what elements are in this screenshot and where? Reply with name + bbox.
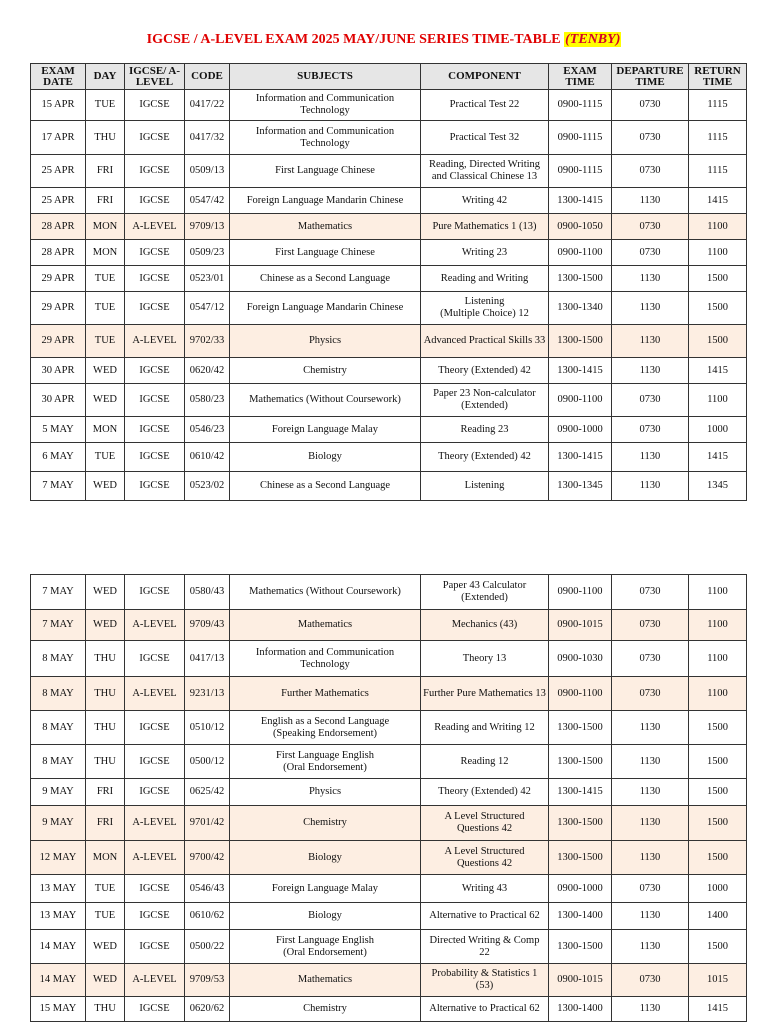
subject-cell: Chemistry [230, 358, 421, 384]
exam-row [31, 610, 747, 641]
component-cell: Mechanics (43) [421, 610, 549, 641]
exam-row [31, 806, 747, 841]
table-body-1 [31, 90, 747, 501]
header-departure-time: DEPARTURE TIME [612, 64, 689, 90]
exam-time-cell: 1300-1400 [549, 997, 612, 1022]
exam-time-cell: 1300-1415 [549, 358, 612, 384]
code-cell: 0610/62 [185, 903, 230, 930]
exam-date-cell: 15 APR [31, 90, 86, 121]
code-cell: 9709/53 [185, 964, 230, 997]
exam-row [31, 443, 747, 472]
subject-cell: Chemistry [230, 997, 421, 1022]
day-cell: FRI [86, 806, 125, 841]
departure-time-cell: 0730 [612, 875, 689, 903]
exam-date-cell: 15 MAY [31, 997, 86, 1022]
component-cell: Reading and Writing [421, 266, 549, 292]
code-cell: 0547/12 [185, 292, 230, 325]
departure-time-cell: 1130 [612, 472, 689, 501]
level-cell: IGCSE [125, 417, 185, 443]
code-cell: 0580/23 [185, 384, 230, 417]
code-cell: 0546/43 [185, 875, 230, 903]
code-cell: 9702/33 [185, 325, 230, 358]
level-cell: IGCSE [125, 745, 185, 779]
day-cell: TUE [86, 903, 125, 930]
departure-time-cell: 1130 [612, 779, 689, 806]
departure-time-cell: 1130 [612, 903, 689, 930]
exam-row [31, 875, 747, 903]
exam-row [31, 677, 747, 711]
code-cell: 0610/42 [185, 443, 230, 472]
subject-cell: Information and Communication Technology [230, 90, 421, 121]
exam-date-cell: 25 APR [31, 188, 86, 214]
component-cell: Alternative to Practical 62 [421, 997, 549, 1022]
exam-date-cell: 7 MAY [31, 472, 86, 501]
exam-time-cell: 1300-1500 [549, 266, 612, 292]
return-time-cell: 1000 [689, 875, 747, 903]
component-cell: Advanced Practical Skills 33 [421, 325, 549, 358]
exam-row [31, 188, 747, 214]
subject-cell: Mathematics (Without Coursework) [230, 384, 421, 417]
exam-row [31, 472, 747, 501]
component-cell: Practical Test 32 [421, 121, 549, 155]
subject-cell: Foreign Language Mandarin Chinese [230, 188, 421, 214]
level-cell: IGCSE [125, 711, 185, 745]
departure-time-cell: 1130 [612, 997, 689, 1022]
level-cell: IGCSE [125, 121, 185, 155]
component-cell: Reading, Directed Writing and Classical Chinese 13 [421, 155, 549, 188]
subject-cell: First Language Chinese [230, 155, 421, 188]
level-cell: IGCSE [125, 90, 185, 121]
level-cell: A-LEVEL [125, 806, 185, 841]
exam-time-cell: 1300-1500 [549, 930, 612, 964]
exam-time-cell: 1300-1415 [549, 779, 612, 806]
component-cell: Practical Test 22 [421, 90, 549, 121]
departure-time-cell: 0730 [612, 384, 689, 417]
exam-time-cell: 0900-1100 [549, 575, 612, 610]
return-time-cell: 1100 [689, 214, 747, 240]
return-time-cell: 1100 [689, 641, 747, 677]
exam-date-cell: 13 MAY [31, 903, 86, 930]
departure-time-cell: 1130 [612, 806, 689, 841]
day-cell: FRI [86, 779, 125, 806]
exam-time-cell: 0900-1115 [549, 155, 612, 188]
subject-cell: Biology [230, 841, 421, 875]
departure-time-cell: 0730 [612, 641, 689, 677]
departure-time-cell: 0730 [612, 677, 689, 711]
exam-row [31, 240, 747, 266]
subject-cell: Chinese as a Second Language [230, 472, 421, 501]
code-cell: 9701/42 [185, 806, 230, 841]
exam-row [31, 711, 747, 745]
component-cell: Pure Mathematics 1 (13) [421, 214, 549, 240]
exam-time-cell: 0900-1000 [549, 417, 612, 443]
header-exam-date: EXAM DATE [31, 64, 86, 90]
header-exam-time: EXAM TIME [549, 64, 612, 90]
subject-cell: Chemistry [230, 806, 421, 841]
day-cell: WED [86, 964, 125, 997]
return-time-cell: 1500 [689, 930, 747, 964]
level-cell: IGCSE [125, 358, 185, 384]
return-time-cell: 1415 [689, 358, 747, 384]
component-cell: Further Pure Mathematics 13 [421, 677, 549, 711]
component-cell: Writing 43 [421, 875, 549, 903]
timetable-part-1 [30, 63, 747, 501]
exam-time-cell: 0900-1100 [549, 677, 612, 711]
exam-row [31, 214, 747, 240]
level-cell: IGCSE [125, 188, 185, 214]
code-cell: 0546/23 [185, 417, 230, 443]
exam-date-cell: 29 APR [31, 292, 86, 325]
exam-date-cell: 29 APR [31, 325, 86, 358]
exam-date-cell: 30 APR [31, 384, 86, 417]
header-return-time: RETURN TIME [689, 64, 747, 90]
exam-row [31, 358, 747, 384]
return-time-cell: 1415 [689, 997, 747, 1022]
header-component: COMPONENT [421, 64, 549, 90]
level-cell: A-LEVEL [125, 610, 185, 641]
exam-date-cell: 5 MAY [31, 417, 86, 443]
code-cell: 0417/32 [185, 121, 230, 155]
component-cell: Probability & Statistics 1 (53) [421, 964, 549, 997]
exam-row [31, 90, 747, 121]
departure-time-cell: 0730 [612, 90, 689, 121]
subject-cell: English as a Second Language (Speaking Endorsement) [230, 711, 421, 745]
exam-row [31, 745, 747, 779]
day-cell: FRI [86, 155, 125, 188]
exam-time-cell: 0900-1000 [549, 875, 612, 903]
exam-time-cell: 1300-1500 [549, 711, 612, 745]
departure-time-cell: 1130 [612, 292, 689, 325]
subject-cell: Foreign Language Mandarin Chinese [230, 292, 421, 325]
exam-date-cell: 7 MAY [31, 610, 86, 641]
return-time-cell: 1500 [689, 745, 747, 779]
subject-cell: Mathematics [230, 214, 421, 240]
exam-date-cell: 9 MAY [31, 779, 86, 806]
level-cell: A-LEVEL [125, 677, 185, 711]
exam-date-cell: 8 MAY [31, 745, 86, 779]
school-name: (TENBY) [565, 32, 621, 47]
exam-time-cell: 0900-1015 [549, 610, 612, 641]
subject-cell: Mathematics (Without Coursework) [230, 575, 421, 610]
level-cell: IGCSE [125, 779, 185, 806]
level-cell: IGCSE [125, 292, 185, 325]
day-cell: MON [86, 240, 125, 266]
day-cell: TUE [86, 325, 125, 358]
component-cell: Reading 12 [421, 745, 549, 779]
return-time-cell: 1115 [689, 90, 747, 121]
level-cell: IGCSE [125, 641, 185, 677]
level-cell: A-LEVEL [125, 325, 185, 358]
level-cell: IGCSE [125, 384, 185, 417]
level-cell: IGCSE [125, 930, 185, 964]
component-cell: Writing 42 [421, 188, 549, 214]
exam-date-cell: 12 MAY [31, 841, 86, 875]
level-cell: A-LEVEL [125, 214, 185, 240]
exam-row [31, 841, 747, 875]
timetable-part-2 [30, 574, 747, 1022]
day-cell: FRI [86, 188, 125, 214]
day-cell: WED [86, 384, 125, 417]
code-cell: 0509/13 [185, 155, 230, 188]
level-cell: IGCSE [125, 472, 185, 501]
level-cell: IGCSE [125, 903, 185, 930]
code-cell: 9709/13 [185, 214, 230, 240]
departure-time-cell: 0730 [612, 575, 689, 610]
code-cell: 9700/42 [185, 841, 230, 875]
return-time-cell: 1100 [689, 575, 747, 610]
code-cell: 9709/43 [185, 610, 230, 641]
day-cell: TUE [86, 443, 125, 472]
exam-date-cell: 25 APR [31, 155, 86, 188]
return-time-cell: 1115 [689, 121, 747, 155]
exam-date-cell: 9 MAY [31, 806, 86, 841]
exam-row [31, 641, 747, 677]
component-cell: Reading 23 [421, 417, 549, 443]
subject-cell: Physics [230, 325, 421, 358]
return-time-cell: 1500 [689, 841, 747, 875]
title-text: IGCSE / A-LEVEL EXAM 2025 MAY/JUNE SERIES TIME-TABLE [146, 32, 561, 47]
component-cell: A Level Structured Questions 42 [421, 841, 549, 875]
departure-time-cell: 0730 [612, 964, 689, 997]
exam-row [31, 155, 747, 188]
return-time-cell: 1500 [689, 325, 747, 358]
component-cell: Theory (Extended) 42 [421, 779, 549, 806]
header-code: CODE [185, 64, 230, 90]
level-cell: IGCSE [125, 240, 185, 266]
departure-time-cell: 0730 [612, 155, 689, 188]
subject-cell: Mathematics [230, 964, 421, 997]
return-time-cell: 1400 [689, 903, 747, 930]
subject-cell: Physics [230, 779, 421, 806]
exam-time-cell: 1300-1500 [549, 745, 612, 779]
departure-time-cell: 1130 [612, 266, 689, 292]
day-cell: THU [86, 121, 125, 155]
header-subjects: SUBJECTS [230, 64, 421, 90]
exam-row [31, 325, 747, 358]
exam-time-cell: 1300-1500 [549, 841, 612, 875]
day-cell: TUE [86, 266, 125, 292]
departure-time-cell: 1130 [612, 358, 689, 384]
return-time-cell: 1500 [689, 266, 747, 292]
exam-date-cell: 8 MAY [31, 711, 86, 745]
subject-cell: Foreign Language Malay [230, 875, 421, 903]
departure-time-cell: 1130 [612, 841, 689, 875]
exam-row [31, 964, 747, 997]
departure-time-cell: 0730 [612, 610, 689, 641]
exam-date-cell: 30 APR [31, 358, 86, 384]
subject-cell: Mathematics [230, 610, 421, 641]
day-cell: THU [86, 641, 125, 677]
return-time-cell: 1500 [689, 292, 747, 325]
exam-date-cell: 28 APR [31, 240, 86, 266]
exam-date-cell: 17 APR [31, 121, 86, 155]
return-time-cell: 1415 [689, 443, 747, 472]
departure-time-cell: 1130 [612, 188, 689, 214]
component-cell: Paper 43 Calculator (Extended) [421, 575, 549, 610]
subject-cell: First Language English (Oral Endorsement) [230, 745, 421, 779]
exam-time-cell: 0900-1050 [549, 214, 612, 240]
day-cell: TUE [86, 90, 125, 121]
day-cell: MON [86, 841, 125, 875]
return-time-cell: 1415 [689, 188, 747, 214]
subject-cell: Foreign Language Malay [230, 417, 421, 443]
exam-time-cell: 0900-1100 [549, 384, 612, 417]
subject-cell: Chinese as a Second Language [230, 266, 421, 292]
exam-date-cell: 14 MAY [31, 930, 86, 964]
day-cell: TUE [86, 292, 125, 325]
return-time-cell: 1100 [689, 610, 747, 641]
code-cell: 0500/22 [185, 930, 230, 964]
level-cell: A-LEVEL [125, 964, 185, 997]
code-cell: 0523/01 [185, 266, 230, 292]
day-cell: THU [86, 711, 125, 745]
exam-time-cell: 1300-1345 [549, 472, 612, 501]
level-cell: IGCSE [125, 575, 185, 610]
component-cell: Directed Writing & Comp 22 [421, 930, 549, 964]
component-cell: Paper 23 Non-calculator (Extended) [421, 384, 549, 417]
level-cell: IGCSE [125, 443, 185, 472]
page-title [0, 32, 768, 48]
code-cell: 0523/02 [185, 472, 230, 501]
departure-time-cell: 0730 [612, 240, 689, 266]
exam-row [31, 930, 747, 964]
code-cell: 0620/62 [185, 997, 230, 1022]
subject-cell: Biology [230, 443, 421, 472]
day-cell: WED [86, 358, 125, 384]
subject-cell: Further Mathematics [230, 677, 421, 711]
component-cell: Alternative to Practical 62 [421, 903, 549, 930]
exam-row [31, 779, 747, 806]
level-cell: IGCSE [125, 997, 185, 1022]
day-cell: MON [86, 214, 125, 240]
code-cell: 0580/43 [185, 575, 230, 610]
day-cell: WED [86, 610, 125, 641]
level-cell: A-LEVEL [125, 841, 185, 875]
day-cell: TUE [86, 875, 125, 903]
exam-date-cell: 8 MAY [31, 641, 86, 677]
departure-time-cell: 1130 [612, 325, 689, 358]
departure-time-cell: 0730 [612, 214, 689, 240]
component-cell: Theory 13 [421, 641, 549, 677]
exam-row [31, 292, 747, 325]
component-cell: Theory (Extended) 42 [421, 358, 549, 384]
departure-time-cell: 0730 [612, 417, 689, 443]
exam-row [31, 384, 747, 417]
exam-time-cell: 1300-1415 [549, 188, 612, 214]
code-cell: 0509/23 [185, 240, 230, 266]
exam-row [31, 903, 747, 930]
return-time-cell: 1100 [689, 677, 747, 711]
code-cell: 0625/42 [185, 779, 230, 806]
code-cell: 0417/22 [185, 90, 230, 121]
return-time-cell: 1000 [689, 417, 747, 443]
level-cell: IGCSE [125, 266, 185, 292]
exam-row [31, 575, 747, 610]
code-cell: 9231/13 [185, 677, 230, 711]
subject-cell: Information and Communication Technology [230, 121, 421, 155]
exam-time-cell: 1300-1400 [549, 903, 612, 930]
exam-row [31, 266, 747, 292]
header-level: IGCSE/ A-LEVEL [125, 64, 185, 90]
return-time-cell: 1115 [689, 155, 747, 188]
exam-time-cell: 1300-1340 [549, 292, 612, 325]
code-cell: 0620/42 [185, 358, 230, 384]
header-row [31, 64, 747, 90]
return-time-cell: 1015 [689, 964, 747, 997]
day-cell: WED [86, 575, 125, 610]
exam-date-cell: 7 MAY [31, 575, 86, 610]
subject-cell: Biology [230, 903, 421, 930]
exam-time-cell: 0900-1115 [549, 90, 612, 121]
code-cell: 0547/42 [185, 188, 230, 214]
exam-time-cell: 1300-1500 [549, 325, 612, 358]
component-cell: Writing 23 [421, 240, 549, 266]
table-body-2 [31, 575, 747, 1022]
component-cell: Reading and Writing 12 [421, 711, 549, 745]
component-cell: Listening [421, 472, 549, 501]
departure-time-cell: 1130 [612, 711, 689, 745]
day-cell: WED [86, 930, 125, 964]
departure-time-cell: 1130 [612, 443, 689, 472]
exam-time-cell: 0900-1100 [549, 240, 612, 266]
code-cell: 0417/13 [185, 641, 230, 677]
return-time-cell: 1500 [689, 711, 747, 745]
departure-time-cell: 0730 [612, 121, 689, 155]
subject-cell: First Language English (Oral Endorsement) [230, 930, 421, 964]
departure-time-cell: 1130 [612, 930, 689, 964]
level-cell: IGCSE [125, 875, 185, 903]
exam-row [31, 417, 747, 443]
subject-cell: Information and Communication Technology [230, 641, 421, 677]
return-time-cell: 1100 [689, 384, 747, 417]
subject-cell: First Language Chinese [230, 240, 421, 266]
return-time-cell: 1345 [689, 472, 747, 501]
exam-date-cell: 29 APR [31, 266, 86, 292]
exam-date-cell: 28 APR [31, 214, 86, 240]
return-time-cell: 1500 [689, 779, 747, 806]
return-time-cell: 1500 [689, 806, 747, 841]
component-cell: Listening (Multiple Choice) 12 [421, 292, 549, 325]
exam-row [31, 121, 747, 155]
day-cell: MON [86, 417, 125, 443]
day-cell: THU [86, 745, 125, 779]
code-cell: 0500/12 [185, 745, 230, 779]
day-cell: THU [86, 997, 125, 1022]
exam-date-cell: 8 MAY [31, 677, 86, 711]
exam-time-cell: 1300-1500 [549, 806, 612, 841]
exam-time-cell: 0900-1030 [549, 641, 612, 677]
day-cell: WED [86, 472, 125, 501]
exam-time-cell: 0900-1115 [549, 121, 612, 155]
exam-row [31, 997, 747, 1022]
return-time-cell: 1100 [689, 240, 747, 266]
header-day: DAY [86, 64, 125, 90]
day-cell: THU [86, 677, 125, 711]
level-cell: IGCSE [125, 155, 185, 188]
exam-time-cell: 0900-1015 [549, 964, 612, 997]
component-cell: Theory (Extended) 42 [421, 443, 549, 472]
departure-time-cell: 1130 [612, 745, 689, 779]
exam-time-cell: 1300-1415 [549, 443, 612, 472]
code-cell: 0510/12 [185, 711, 230, 745]
exam-date-cell: 13 MAY [31, 875, 86, 903]
component-cell: A Level Structured Questions 42 [421, 806, 549, 841]
exam-date-cell: 6 MAY [31, 443, 86, 472]
exam-date-cell: 14 MAY [31, 964, 86, 997]
